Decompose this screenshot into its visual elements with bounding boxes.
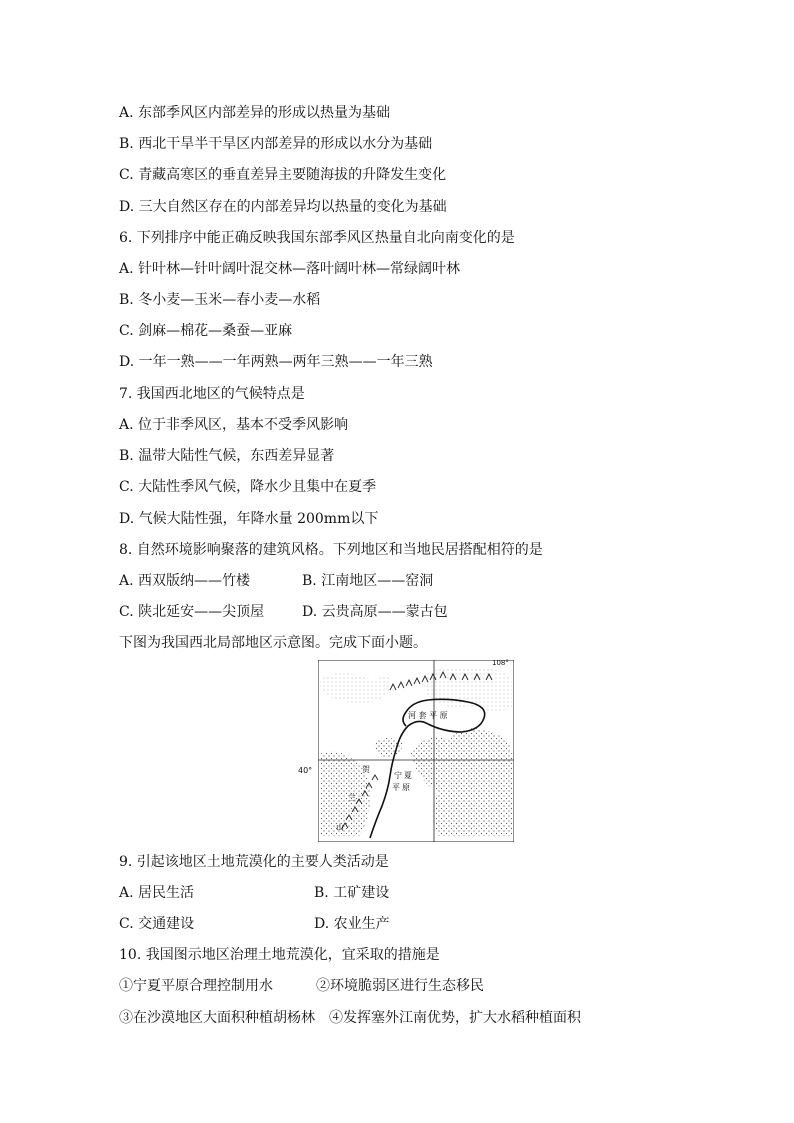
q5-option-a: A. 东部季风区内部差异的形成以热量为基础 (119, 105, 391, 121)
q5-option-d: D. 三大自然区存在的内部差异均以热量的变化为基础 (119, 199, 447, 215)
q7-option-b: B. 温带大陆性气候，东西差异显著 (119, 448, 335, 464)
q9-option-a: A. 居民生活 (119, 885, 195, 901)
lon-label-outside: 108° (492, 659, 509, 667)
q7-stem: 7. 我国西北地区的气候特点是 (119, 386, 305, 402)
label-ningxia-4: 原 (402, 783, 410, 792)
q5-option-b: B. 西北干旱半干旱区内部差异的形成以水分为基础 (119, 136, 433, 152)
q9-stem: 9. 引起该地区土地荒漠化的主要人类活动是 (119, 854, 389, 870)
q8-option-b: B. 江南地区——窑洞 (302, 573, 434, 589)
q6-option-c: C. 剑麻—棉花—桑蚕—亚麻 (119, 323, 293, 339)
q8-option-a: A. 西双版纳——竹楼 (119, 573, 251, 589)
q8-option-c: C. 陕北延安——尖顶屋 (119, 604, 265, 620)
northwest-region-map (318, 660, 514, 842)
q7-option-a: A. 位于非季风区，基本不受季风影响 (119, 417, 349, 433)
map-intro: 下图为我国西北局部地区示意图。完成下面小题。 (119, 635, 427, 651)
label-helan-2: 兰 (348, 793, 356, 802)
q8-stem: 8. 自然环境影响聚落的建筑风格。下列地区和当地民居搭配相符的是 (119, 542, 543, 558)
q6-option-a: A. 针叶林—针叶阔叶混交林—落叶阔叶林—常绿阔叶林 (119, 261, 461, 277)
lat-label-outside: 40° (298, 766, 313, 775)
q10-item-1: ①宁夏平原合理控制用水 (119, 978, 273, 994)
q6-option-b: B. 冬小麦—玉米—春小麦—水稻 (119, 292, 321, 308)
q9-option-c: C. 交通建设 (119, 916, 195, 932)
q5-option-c: C. 青藏高寒区的垂直差异主要随海拔的升降发生变化 (119, 167, 447, 183)
q9-option-d: D. 农业生产 (314, 916, 390, 932)
label-ningxia-3: 平 (392, 783, 400, 792)
q7-option-c: C. 大陆性季风气候，降水少且集中在夏季 (119, 479, 377, 495)
q6-stem: 6. 下列排序中能正确反映我国东部季风区热量自北向南变化的是 (119, 230, 515, 246)
q10-item-2: ②环境脆弱区进行生态移民 (316, 978, 484, 994)
label-ningxia-1: 宁 (394, 771, 402, 780)
label-hetao-plain: 河 套 平 原 (408, 711, 448, 720)
label-helan-3: 山 (336, 823, 344, 832)
label-ningxia-2: 夏 (404, 771, 412, 780)
q10-stem: 10. 我国图示地区治理土地荒漠化，宜采取的措施是 (119, 947, 440, 963)
q10-item-3: ③在沙漠地区大面积种植胡杨林 (119, 1010, 315, 1026)
q6-option-d: D. 一年一熟——一年两熟—两年三熟——一年三熟 (119, 354, 433, 370)
label-helan-1: 贺 (362, 765, 370, 774)
q10-item-4: ④发挥塞外江南优势，扩大水稻种植面积 (329, 1010, 581, 1026)
q7-option-d: D. 气候大陆性强，年降水量 200mm以下 (119, 511, 379, 527)
q9-option-b: B. 工矿建设 (314, 885, 390, 901)
q8-option-d: D. 云贵高原——蒙古包 (302, 604, 448, 620)
